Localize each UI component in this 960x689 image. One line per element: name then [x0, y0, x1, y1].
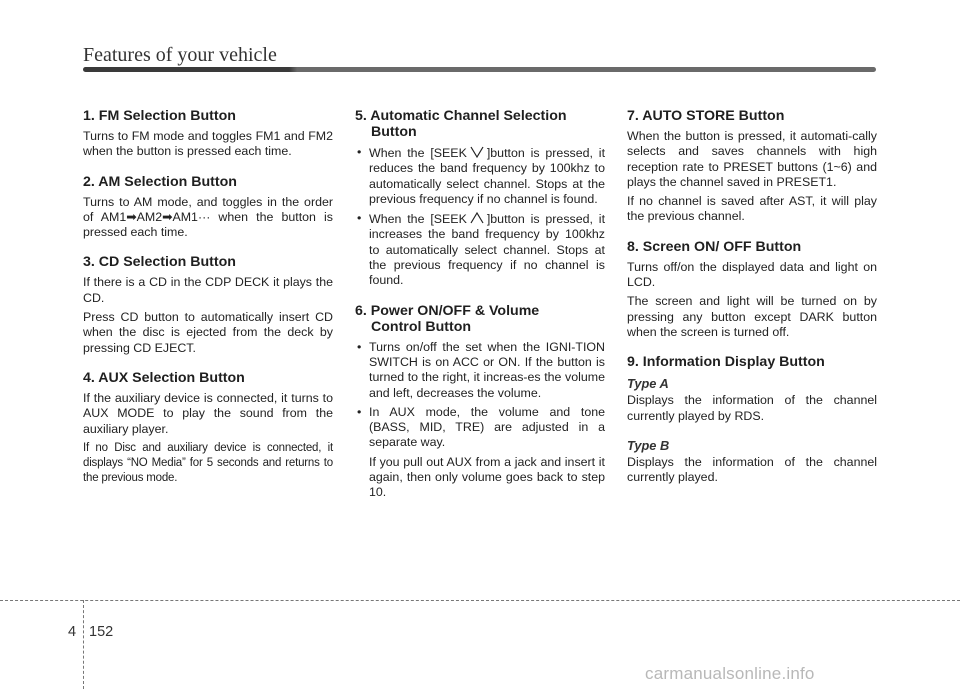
bullet-list — [355, 340, 605, 501]
type-b-label: Type B — [627, 437, 670, 453]
section-body: If there is a CD in the CDP DECK it plays the CD. — [83, 275, 333, 305]
section-title: 2. AM Selection Button — [83, 173, 237, 190]
section-auto-channel — [355, 108, 605, 289]
list-item: • When the [SEEK ]button is pressed, it increases the band frequency by 100khz to automatically select channel. Stops at the previous frequency if no channel is found. — [355, 211, 605, 288]
section-title: 1. FM Selection Button — [83, 108, 236, 124]
footer-vertical-divider — [83, 600, 84, 689]
watermark-text: carmanualsonline.info — [645, 664, 815, 683]
list-item: • Turns on/off the set when the IGNI-TION SWITCH is on ACC or ON. If the button is turned to the right, it increas-es the volume and left, decreases the volume. — [355, 340, 605, 401]
section-info-display — [627, 354, 877, 485]
bullet-list — [355, 145, 605, 289]
section-title-line2: Control Button — [371, 318, 472, 335]
section-body: If the auxiliary device is connected, it turns to AUX MODE to play the sound from the auxiliary player. — [83, 390, 333, 436]
page-header-title: Features of your vehicle — [83, 44, 277, 66]
section-title-line1: 5. Automatic Channel Selection — [355, 108, 567, 124]
section-screen — [627, 239, 877, 340]
footer-divider — [0, 600, 960, 601]
section-fm — [83, 108, 333, 160]
section-title — [355, 108, 605, 140]
column-2 — [355, 108, 605, 515]
section-title-line2: Button — [371, 124, 417, 140]
seek-down-icon — [470, 145, 484, 159]
section-body: Turns to AM mode, and toggles in the order of AM1➡AM2➡AM1··· when the button is pressed each time. — [83, 194, 333, 240]
section-body: Displays the information of the channel currently played by RDS. — [627, 393, 877, 423]
column-3 — [627, 108, 877, 499]
section-body: If no Disc and auxiliary device is connected, it displays “NO Media” for 5 seconds and returns to the previous mode. — [83, 441, 333, 485]
section-body: The screen and light will be turned on by pressing any button except DARK button when the screen is turned off. — [627, 294, 877, 339]
section-body: Press CD button to automatically insert CD when the disc is ejected from the deck by pressing CD EJECT. — [83, 310, 333, 355]
page-number: 152 — [89, 624, 114, 640]
seek-up-icon — [470, 211, 484, 225]
section-title: 7. AUTO STORE Button — [627, 108, 785, 124]
section-power-volume — [355, 303, 605, 501]
list-item: • In AUX mode, the volume and tone (BASS, MID, TRE) are adjusted in a separate way. If you pull out AUX from a jack and insert it again, then only volume goes back to step 10. — [355, 405, 605, 501]
section-title — [355, 303, 605, 335]
section-aux — [83, 370, 333, 487]
section-body: Turns to FM mode and toggles FM1 and FM2 when the button is pressed each time. — [83, 129, 333, 159]
column-1 — [83, 108, 333, 501]
type-a-label: Type A — [627, 376, 669, 392]
section-am — [83, 174, 333, 241]
list-item: • When the [SEEK ]button is pressed, it reduces the band frequency by 100khz to automatically select channel. Stops at the previous frequency if no channel is found. — [355, 145, 605, 207]
section-body: When the button is pressed, it automati-cally selects and saves channels with high reception rate to PRESET buttons (1~6) and plays the channel saved in PRESET1. — [627, 129, 877, 189]
list-item-note: If you pull out AUX from a jack and insert it again, then only volume goes back to step 10. — [369, 454, 605, 500]
header-rule — [83, 67, 876, 72]
section-title: 3. CD Selection Button — [83, 254, 236, 271]
section-title: 9. Information Display Button — [627, 354, 825, 371]
section-body: Displays the information of the channel currently played. — [627, 454, 877, 485]
section-title: 8. Screen ON/ OFF Button — [627, 238, 802, 255]
section-cd — [83, 254, 333, 355]
section-title: 4. AUX Selection Button — [83, 369, 245, 386]
section-body: If no channel is saved after AST, it will play the previous channel. — [627, 194, 877, 224]
section-auto-store — [627, 108, 877, 225]
section-title-line1: 6. Power ON/OFF & Volume — [355, 302, 540, 319]
chapter-number: 4 — [68, 624, 77, 640]
section-body: Turns off/on the displayed data and light on LCD. — [627, 259, 877, 290]
